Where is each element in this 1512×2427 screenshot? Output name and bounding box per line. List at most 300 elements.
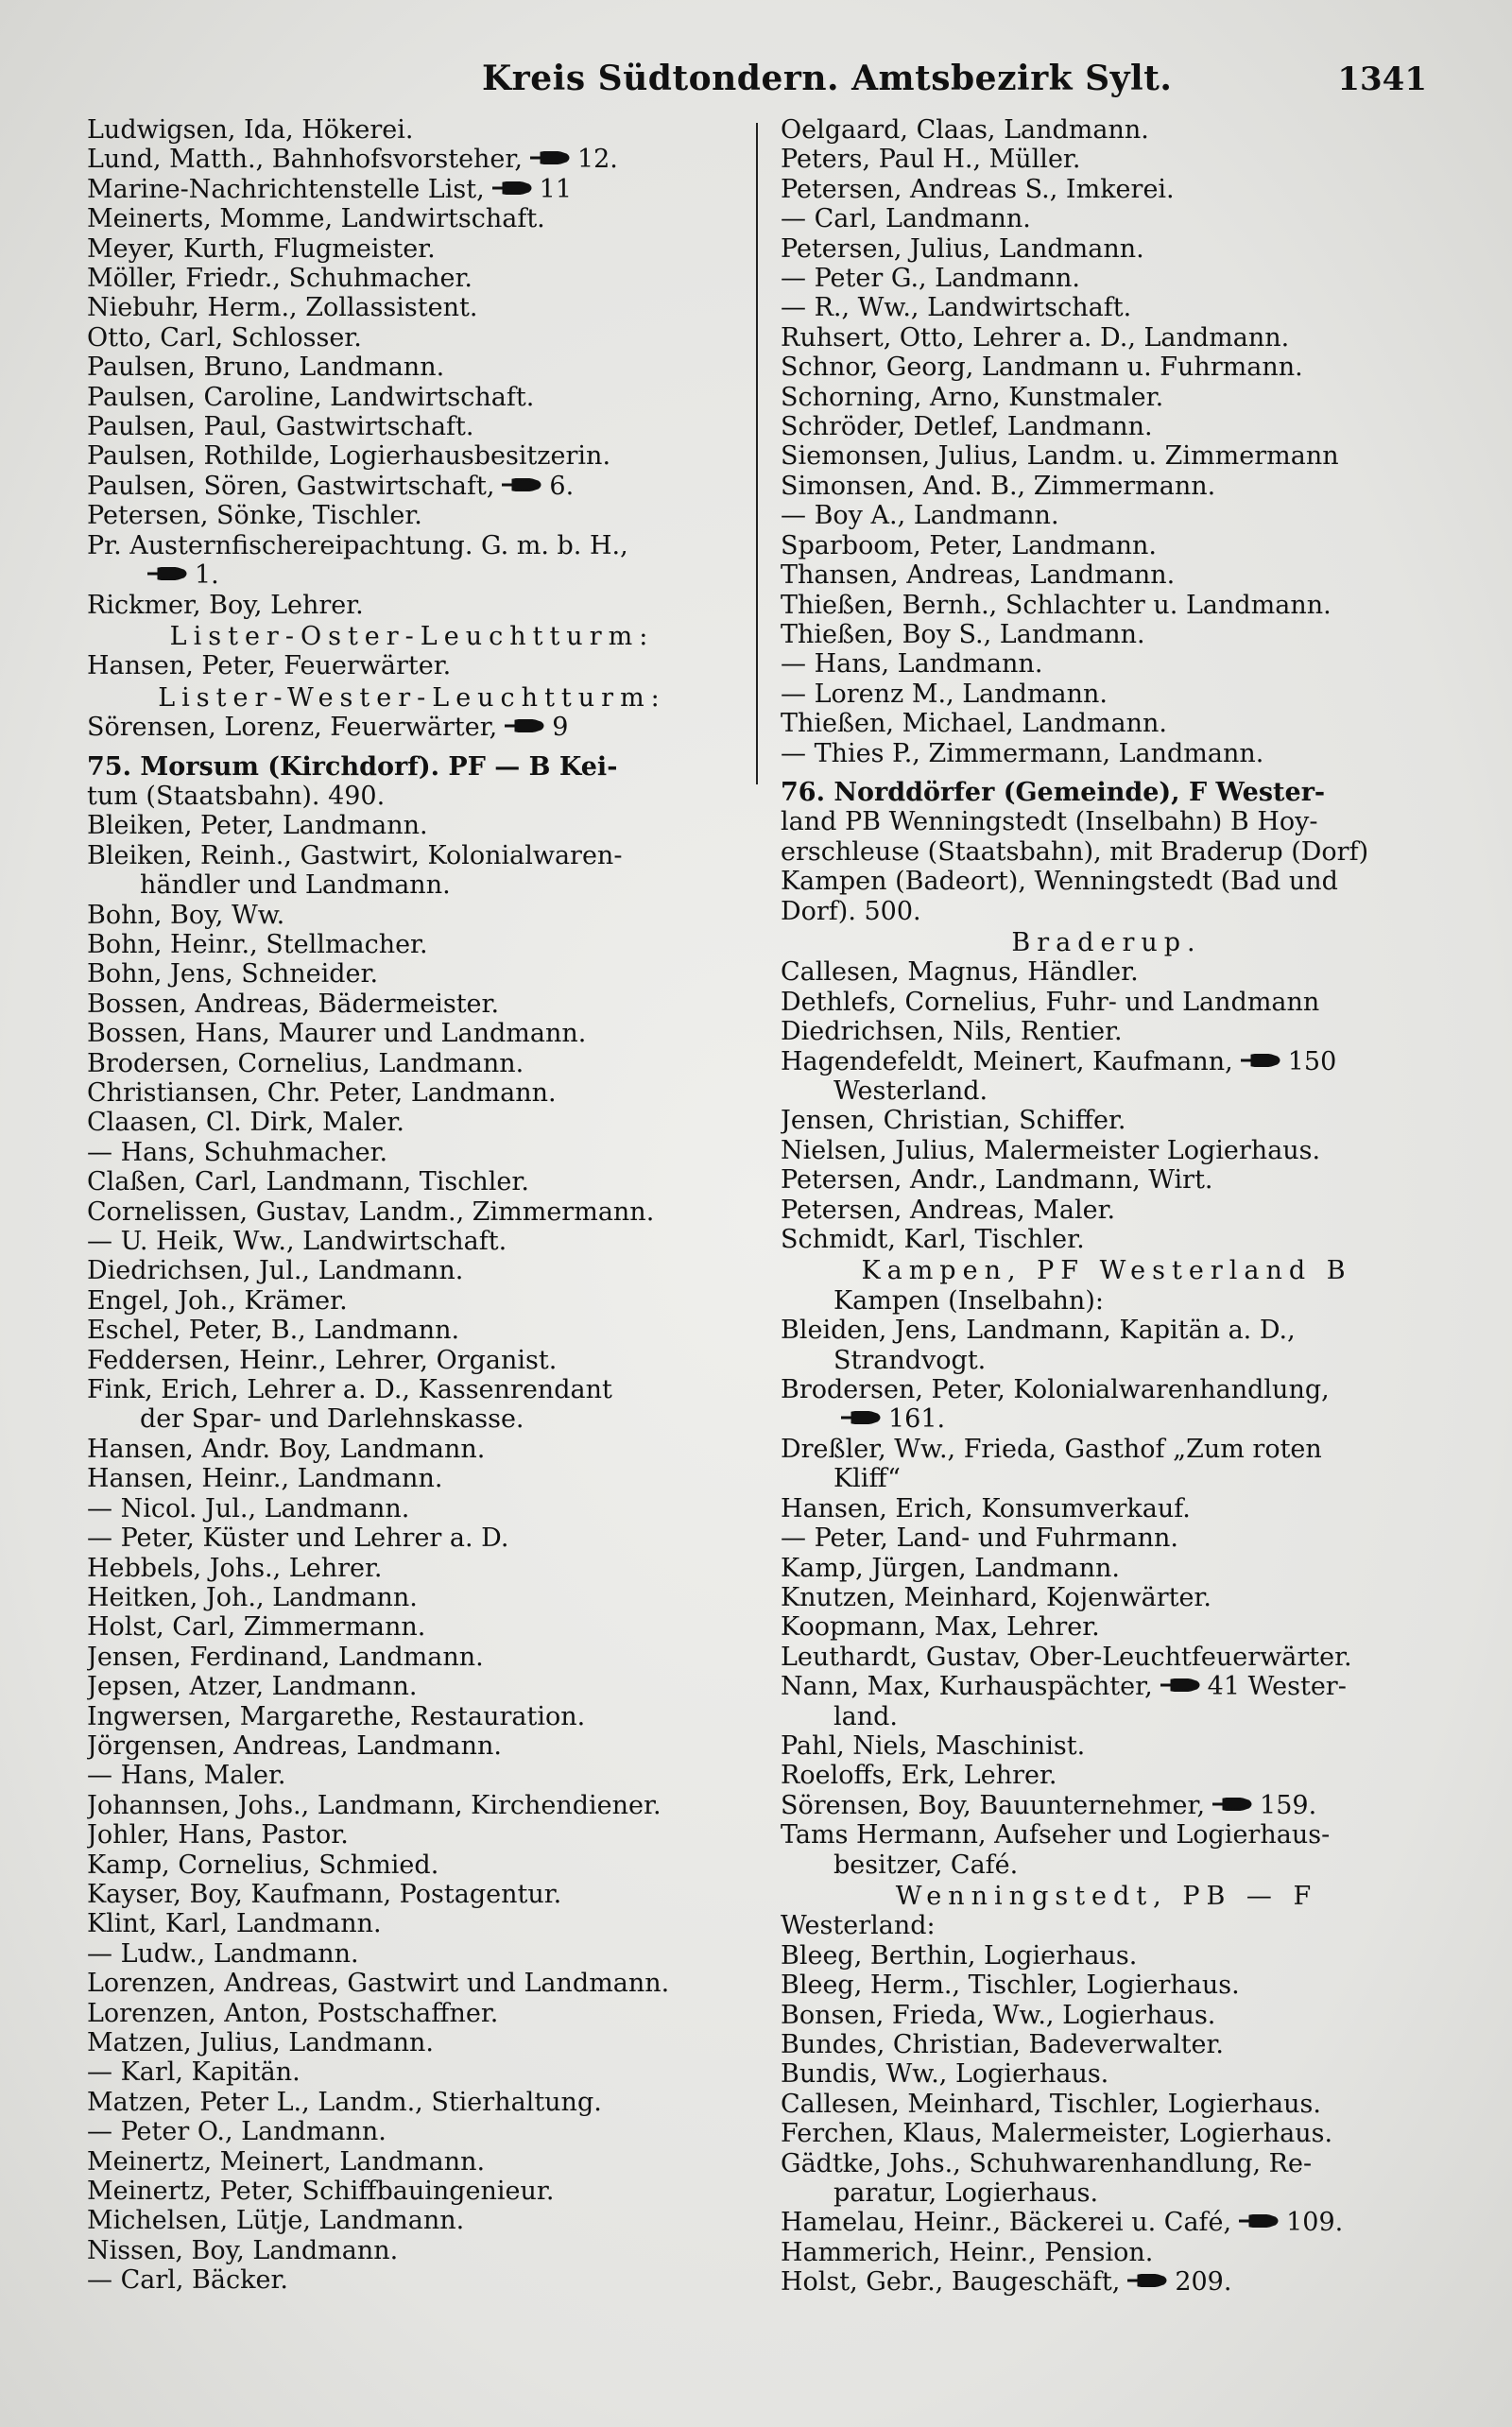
- directory-line: [781, 2090, 1433, 2119]
- directory-line: [87, 1167, 737, 1196]
- directory-line: [781, 1494, 1433, 1523]
- line-text: Lorenzen, Andreas, Gastwirt und Landmann.: [87, 1969, 670, 1999]
- section-heading: [87, 622, 737, 651]
- line-text: Kamp, Jürgen, Landmann.: [781, 1553, 1121, 1583]
- line-text: Bleeg, Berthin, Logierhaus.: [781, 1940, 1138, 1971]
- line-text: Kayser, Boy, Kaufmann, Postagentur.: [87, 1879, 562, 1909]
- line-text: Nielsen, Julius, Malermeister Logierhaus.: [781, 1135, 1321, 1165]
- line-text: Meinertz, Meinert, Landmann.: [87, 2146, 486, 2177]
- line-text: — Peter O., Landmann.: [87, 2117, 387, 2147]
- directory-line: [87, 2147, 737, 2177]
- directory-line: [87, 1939, 737, 1969]
- line-text: Hebbels, Johs., Lehrer.: [87, 1553, 383, 1583]
- line-text: tum (Staatsbahn). 490.: [87, 781, 386, 811]
- directory-line: [781, 1375, 1433, 1404]
- directory-line: [781, 1106, 1433, 1135]
- line-text: Thansen, Andreas, Landmann.: [781, 560, 1176, 591]
- directory-line: [87, 1909, 737, 1938]
- line-text: paratur, Logierhaus.: [833, 2178, 1099, 2209]
- line-text: Callesen, Magnus, Händler.: [781, 957, 1139, 988]
- line-text: — R., Ww., Landwirtschaft.: [781, 293, 1132, 323]
- line-text: — Hans, Landmann.: [781, 649, 1043, 680]
- directory-line: [87, 412, 737, 441]
- line-text: Jepsen, Atzer, Landmann.: [87, 1672, 418, 1702]
- directory-line: [781, 2208, 1433, 2237]
- directory-line: [87, 2206, 737, 2235]
- directory-line: [87, 901, 737, 930]
- line-text: Heitken, Joh., Landmann.: [87, 1582, 418, 1612]
- line-text: Lorenzen, Anton, Postschaffner.: [87, 1998, 499, 2028]
- directory-line: [781, 1464, 1433, 1493]
- line-text: Bundis, Ww., Logierhaus.: [781, 2059, 1109, 2090]
- directory-line: [87, 441, 737, 471]
- line-text: Feddersen, Heinr., Lehrer, Organist.: [87, 1345, 558, 1375]
- line-text: — Boy A., Landmann.: [781, 501, 1059, 531]
- line-text: Tams Hermann, Aufseher und Logierhaus-: [781, 1820, 1331, 1850]
- directory-line: [781, 1820, 1433, 1850]
- telephone-icon: [1125, 2274, 1169, 2287]
- locality-entry: [87, 752, 737, 782]
- line-text: Pahl, Niels, Maschinist.: [781, 1730, 1086, 1761]
- directory-line: [87, 870, 737, 900]
- telephone-icon: [490, 181, 534, 195]
- line-text: Kliff“: [833, 1464, 901, 1494]
- directory-line: [87, 1108, 737, 1137]
- line-text: Christiansen, Chr. Peter, Landmann.: [87, 1078, 557, 1108]
- directory-line: [781, 1017, 1433, 1046]
- directory-line: [781, 2238, 1433, 2267]
- line-text: Bohn, Heinr., Stellmacher.: [87, 929, 428, 959]
- line-text: Kampen (Badeort), Wenningstedt (Bad und: [781, 867, 1338, 897]
- directory-line: [781, 145, 1433, 174]
- line-text: Bundes, Christian, Badeverwalter.: [781, 2030, 1225, 2059]
- line-text: Brodersen, Peter, Kolonialwarenhandlung,: [781, 1375, 1330, 1405]
- line-text: Bleiden, Jens, Landmann, Kapitän a. D.,: [781, 1316, 1296, 1346]
- directory-line: [781, 1225, 1433, 1254]
- directory-line: [781, 383, 1433, 412]
- directory-line: [781, 1791, 1433, 1820]
- line-text: Eschel, Peter, B., Landmann.: [87, 1316, 460, 1346]
- directory-line: [781, 867, 1433, 896]
- phone-number: 9: [552, 713, 569, 743]
- line-text: Petersen, Julius, Landmann.: [781, 233, 1144, 264]
- line-text: Jensen, Christian, Schiffer.: [781, 1106, 1126, 1136]
- line-text: Meinertz, Peter, Schiffbauingenieur.: [87, 2177, 555, 2207]
- line-text: Rickmer, Boy, Lehrer.: [87, 590, 364, 620]
- line-text: Klint, Karl, Landmann.: [87, 1909, 382, 1939]
- line-text: Bonsen, Frieda, Ww., Logierhaus.: [781, 2000, 1216, 2030]
- directory-line: [87, 1969, 737, 1998]
- directory-line: [87, 2236, 737, 2265]
- directory-line: [87, 1731, 737, 1761]
- section-heading: [781, 1882, 1433, 1911]
- directory-line: [781, 115, 1433, 145]
- line-text: Diedrichsen, Nils, Rentier.: [781, 1017, 1123, 1047]
- line-text: Hansen, Andr. Boy, Landmann.: [87, 1434, 486, 1464]
- directory-line: [781, 323, 1433, 353]
- telephone-icon: [528, 151, 572, 164]
- directory-line: [781, 807, 1433, 836]
- line-text: Pr. Austernfischereipachtung. G. m. b. H.,: [87, 530, 628, 560]
- line-text: Bossen, Hans, Maurer und Landmann.: [87, 1019, 587, 1049]
- line-text: land.: [833, 1701, 898, 1731]
- directory-line: [87, 531, 737, 560]
- directory-line: [781, 1286, 1433, 1316]
- line-text: Fink, Erich, Lehrer a. D., Kassenrendant: [87, 1375, 612, 1405]
- telephone-icon: [146, 567, 189, 580]
- line-text: Bohn, Boy, Ww.: [87, 900, 285, 930]
- line-text: Paulsen, Paul, Gastwirtschaft.: [87, 412, 474, 442]
- directory-line: [781, 1612, 1433, 1642]
- line-text: — Peter, Küster und Lehrer a. D.: [87, 1523, 509, 1554]
- directory-line: [781, 353, 1433, 382]
- directory-line: [781, 837, 1433, 867]
- directory-line: [87, 2057, 737, 2087]
- line-text: — Peter, Land- und Fuhrmann.: [781, 1523, 1178, 1554]
- column-divider: [756, 123, 758, 784]
- directory-line: [781, 591, 1433, 620]
- line-text: Claasen, Cl. Dirk, Maler.: [87, 1108, 404, 1138]
- directory-line: [781, 1643, 1433, 1672]
- line-text: Kampen (Inselbahn):: [833, 1285, 1104, 1316]
- directory-line: [781, 1941, 1433, 1971]
- directory-line: [87, 1494, 737, 1523]
- line-text: Bohn, Jens, Schneider.: [87, 959, 379, 990]
- line-text: Brodersen, Cornelius, Landmann.: [87, 1048, 524, 1078]
- line-text: Diedrichsen, Jul., Landmann.: [87, 1256, 464, 1286]
- left-column: [87, 115, 737, 2296]
- directory-line: [87, 560, 737, 590]
- directory-line: [87, 1791, 737, 1820]
- line-text: Bleiken, Peter, Landmann.: [87, 811, 428, 841]
- line-text: Jörgensen, Andreas, Landmann.: [87, 1730, 502, 1761]
- directory-line: [87, 841, 737, 870]
- directory-line: [781, 1316, 1433, 1345]
- page-header: [0, 59, 1512, 106]
- directory-line: [87, 782, 737, 811]
- line-text: der Spar- und Darlehnskasse.: [140, 1404, 524, 1435]
- line-text: Leuthardt, Gustav, Ober-Leuchtfeuerwärter.: [781, 1642, 1352, 1672]
- directory-line: [781, 620, 1433, 649]
- section-heading: [781, 1256, 1433, 1285]
- line-text: Claßen, Carl, Landmann, Tischler.: [87, 1167, 529, 1197]
- phone-number: 12.: [576, 145, 618, 175]
- directory-line: [781, 204, 1433, 233]
- directory-line: [781, 1523, 1433, 1553]
- directory-line: [781, 649, 1433, 679]
- line-text: — U. Heik, Ww., Landwirtschaft.: [87, 1227, 507, 1257]
- directory-line: [87, 1523, 737, 1553]
- directory-line: [87, 1643, 737, 1672]
- directory-line: [87, 1820, 737, 1850]
- line-text: — Ludw., Landmann.: [87, 1938, 359, 1969]
- phone-number: 109.: [1286, 2208, 1344, 2238]
- line-text: Petersen, Andreas, Maler.: [781, 1195, 1116, 1225]
- line-text: Meyer, Kurth, Flugmeister.: [87, 233, 436, 264]
- phone-number: 159.: [1260, 1790, 1317, 1820]
- line-text: Peters, Paul H., Müller.: [781, 145, 1081, 175]
- directory-line: [87, 145, 737, 174]
- line-text: Jensen, Ferdinand, Landmann.: [87, 1642, 484, 1672]
- line-text: Sparboom, Peter, Landmann.: [781, 530, 1157, 560]
- directory-line: [87, 713, 737, 742]
- telephone-icon: [500, 478, 543, 491]
- directory-line: [781, 709, 1433, 738]
- directory-line: [87, 472, 737, 501]
- directory-line: [87, 204, 737, 233]
- telephone-icon: [1239, 1054, 1282, 1067]
- line-text: Hansen, Heinr., Landmann.: [87, 1464, 443, 1494]
- line-text: erschleuse (Staatsbahn), mit Braderup (Dorf): [781, 836, 1369, 867]
- line-text: Braderup.: [1011, 927, 1202, 957]
- directory-line: [781, 1136, 1433, 1165]
- directory-line: [781, 501, 1433, 530]
- directory-line: [781, 293, 1433, 322]
- line-text: Ruhsert, Otto, Lehrer a. D., Landmann.: [781, 322, 1290, 353]
- line-text: Schorning, Arno, Kunstmaler.: [781, 382, 1164, 412]
- line-text: Ludwigsen, Ida, Hökerei.: [87, 115, 414, 145]
- line-text: — Peter G., Landmann.: [781, 264, 1080, 294]
- line-text: Westerland:: [781, 1911, 936, 1941]
- line-text: Thießen, Boy S., Landmann.: [781, 619, 1145, 649]
- right-column: [781, 115, 1433, 2298]
- page-number: 1341: [1337, 60, 1427, 98]
- directory-line: [781, 1047, 1433, 1076]
- line-text: Lund, Matth., Bahnhofsvorsteher,: [87, 145, 523, 175]
- directory-line: [781, 680, 1433, 709]
- line-text: Wenningstedt, PB — F: [895, 1881, 1318, 1911]
- locality-entry: [781, 778, 1433, 807]
- line-text: — Nicol. Jul., Landmann.: [87, 1493, 410, 1523]
- line-text: — Karl, Kapitän.: [87, 2057, 301, 2088]
- line-text: Kamp, Cornelius, Schmied.: [87, 1850, 439, 1880]
- line-text: Thießen, Michael, Landmann.: [781, 709, 1168, 739]
- line-text: — Carl, Landmann.: [781, 204, 1031, 234]
- directory-line: [87, 264, 737, 293]
- running-title: Kreis Südtondern. Amtsbezirk Sylt.: [482, 59, 1173, 98]
- line-text: Thießen, Bernh., Schlachter u. Landmann.: [781, 590, 1332, 620]
- directory-line: [87, 1078, 737, 1108]
- directory-line: [781, 1761, 1433, 1790]
- line-text: Knutzen, Meinhard, Kojenwärter.: [781, 1582, 1211, 1612]
- directory-line: [781, 234, 1433, 264]
- directory-line: [87, 1256, 737, 1285]
- directory-line: [87, 591, 737, 620]
- line-text: Matzen, Peter L., Landm., Stierhaltung.: [87, 2087, 602, 2117]
- directory-line: [781, 2119, 1433, 2148]
- directory-line: [781, 1165, 1433, 1195]
- directory-line: [87, 2028, 737, 2057]
- directory-line: [87, 1316, 737, 1345]
- directory-line: [781, 2001, 1433, 2030]
- directory-line: [87, 959, 737, 989]
- directory-line: [781, 175, 1433, 204]
- line-text: Schröder, Detlef, Landmann.: [781, 412, 1153, 442]
- directory-line: [87, 293, 737, 322]
- directory-line: [781, 1702, 1433, 1731]
- directory-line: [781, 1971, 1433, 2000]
- line-text: Lister-Oster-Leuchtturm:: [169, 621, 655, 651]
- directory-line: [87, 1049, 737, 1078]
- line-text: Paulsen, Caroline, Landwirtschaft.: [87, 382, 535, 412]
- line-text: Bleiken, Reinh., Gastwirt, Kolonialwaren-: [87, 840, 623, 870]
- directory-line: [87, 175, 737, 204]
- directory-line: [87, 1019, 737, 1048]
- directory-line: [87, 1999, 737, 2028]
- phone-number: 6.: [549, 471, 575, 501]
- line-text: Schmidt, Karl, Tischler.: [781, 1225, 1085, 1255]
- directory-line: [781, 1554, 1433, 1583]
- line-text: Niebuhr, Herm., Zollassistent.: [87, 293, 478, 323]
- directory-line: [87, 990, 737, 1019]
- line-text: Siemonsen, Julius, Landm. u. Zimmermann: [781, 441, 1339, 472]
- phone-number: 209.: [1175, 2267, 1232, 2298]
- line-text: — Hans, Schuhmacher.: [87, 1137, 388, 1167]
- line-text: Dethlefs, Cornelius, Fuhr- und Landmann: [781, 987, 1320, 1017]
- directory-line: [781, 2178, 1433, 2208]
- line-text: Matzen, Julius, Landmann.: [87, 2028, 435, 2057]
- line-text: Bleeg, Herm., Tischler, Logierhaus.: [781, 1971, 1240, 2001]
- directory-line: [87, 1702, 737, 1731]
- directory-line: [87, 115, 737, 145]
- directory-line: [87, 1435, 737, 1464]
- directory-line: [87, 1286, 737, 1316]
- directory-line: [87, 1375, 737, 1404]
- directory-line: [87, 930, 737, 959]
- directory-line: [87, 2265, 737, 2295]
- line-text: Oelgaard, Claas, Landmann.: [781, 115, 1149, 145]
- line-text: Ingwersen, Margarethe, Restauration.: [87, 1701, 586, 1731]
- line-text: Bossen, Andreas, Bädermeister.: [87, 989, 500, 1019]
- line-text: — Thies P., Zimmermann, Landmann.: [781, 738, 1264, 768]
- directory-line: [781, 2149, 1433, 2178]
- line-text: Engel, Joh., Krämer.: [87, 1285, 348, 1316]
- line-text: Hagendefeldt, Meinert, Kaufmann,: [781, 1046, 1233, 1076]
- directory-line: [87, 1583, 737, 1612]
- directory-line: [781, 1672, 1433, 1701]
- directory-line: [781, 1731, 1433, 1761]
- line-text: Sörensen, Boy, Bauunternehmer,: [781, 1790, 1206, 1820]
- line-text: Simonsen, And. B., Zimmermann.: [781, 471, 1216, 501]
- directory-line: [87, 1554, 737, 1583]
- phone-number: 150: [1287, 1046, 1337, 1076]
- line-text: Schnor, Georg, Landmann u. Fuhrmann.: [781, 353, 1303, 383]
- directory-line: [87, 811, 737, 840]
- directory-line: [87, 1464, 737, 1493]
- directory-line: [87, 1138, 737, 1167]
- directory-line: [87, 2177, 737, 2206]
- line-text: Lister-Wester-Leuchtturm:: [158, 682, 666, 713]
- line-text: Otto, Carl, Schlosser.: [87, 322, 362, 353]
- directory-line: [781, 1196, 1433, 1225]
- line-text: 76. Norddörfer (Gemeinde), F Wester-: [781, 777, 1326, 807]
- line-text: Johler, Hans, Pastor.: [87, 1820, 349, 1850]
- directory-line: [781, 2030, 1433, 2059]
- line-text: land PB Wenningstedt (Inselbahn) B Hoy-: [781, 807, 1318, 837]
- line-text: — Carl, Bäcker.: [87, 2265, 288, 2296]
- phone-number: 11: [539, 174, 573, 204]
- line-text: besitzer, Café.: [833, 1850, 1019, 1880]
- line-text: Ferchen, Klaus, Malermeister, Logierhaus.: [781, 2119, 1333, 2149]
- directory-line: [781, 1583, 1433, 1612]
- line-text: Petersen, Andreas S., Imkerei.: [781, 174, 1175, 204]
- line-text: Cornelissen, Gustav, Landm., Zimmermann.: [87, 1196, 655, 1227]
- line-text: Nissen, Boy, Landmann.: [87, 2235, 399, 2265]
- directory-line: [87, 1672, 737, 1701]
- directory-line: [87, 501, 737, 530]
- telephone-icon: [1237, 2214, 1280, 2228]
- directory-line: [781, 1911, 1433, 1940]
- directory-line: [781, 560, 1433, 590]
- line-text: Hammerich, Heinr., Pension.: [781, 2237, 1154, 2267]
- line-text: Johannsen, Johs., Landmann, Kirchendiener.: [87, 1790, 662, 1820]
- directory-line: [781, 472, 1433, 501]
- line-text: Roeloffs, Erk, Lehrer.: [781, 1761, 1057, 1791]
- line-text: Hansen, Erich, Konsumverkauf.: [781, 1493, 1191, 1523]
- directory-line: [781, 412, 1433, 441]
- line-text: Nann, Max, Kurhauspächter,: [781, 1672, 1153, 1702]
- line-text: Dreßler, Ww., Frieda, Gasthof „Zum roten: [781, 1434, 1322, 1464]
- line-text: Marine-Nachrichtenstelle List,: [87, 174, 485, 204]
- directory-line: [781, 957, 1433, 987]
- line-text: Callesen, Meinhard, Tischler, Logierhaus.: [781, 2089, 1321, 2119]
- line-text: Paulsen, Sören, Gastwirtschaft,: [87, 471, 495, 501]
- directory-line: [781, 2059, 1433, 2089]
- directory-line: [87, 1612, 737, 1642]
- directory-line: [87, 1404, 737, 1434]
- line-text: — Hans, Maler.: [87, 1761, 286, 1791]
- telephone-icon: [503, 719, 546, 732]
- section-heading: [87, 683, 737, 713]
- line-text: Holst, Carl, Zimmermann.: [87, 1612, 426, 1643]
- telephone-icon: [1159, 1678, 1202, 1692]
- directory-line: [781, 531, 1433, 560]
- directory-line: [87, 2117, 737, 2146]
- directory-line: [87, 1880, 737, 1909]
- directory-line: [781, 1076, 1433, 1106]
- line-text: Strandvogt.: [833, 1345, 987, 1375]
- directory-line: [87, 323, 737, 353]
- line-text: 75. Morsum (Kirchdorf). PF — B Kei-: [87, 751, 618, 782]
- directory-line: [87, 1850, 737, 1880]
- directory-line: [781, 988, 1433, 1017]
- line-text: Möller, Friedr., Schuhmacher.: [87, 264, 472, 294]
- line-text: Petersen, Sönke, Tischler.: [87, 501, 422, 531]
- telephone-icon: [839, 1411, 883, 1424]
- directory-line: [87, 1227, 737, 1256]
- line-text: — Lorenz M., Landmann.: [781, 679, 1108, 709]
- line-text: Holst, Gebr., Baugeschäft,: [781, 2267, 1121, 2298]
- line-text: Kampen, PF Westerland B: [861, 1256, 1352, 1286]
- phone-number: 161.: [888, 1404, 946, 1435]
- line-text: Koopmann, Max, Lehrer.: [781, 1612, 1100, 1643]
- directory-line: [87, 1346, 737, 1375]
- directory-line: [781, 1404, 1433, 1434]
- directory-line: [87, 383, 737, 412]
- telephone-icon: [1211, 1798, 1254, 1811]
- directory-line: [781, 1435, 1433, 1464]
- section-heading: [781, 928, 1433, 957]
- line-text: Westerland.: [833, 1076, 988, 1106]
- line-text: Sörensen, Lorenz, Feuerwärter,: [87, 713, 498, 743]
- directory-line: [781, 897, 1433, 926]
- line-text: Gädtke, Johs., Schuhwarenhandlung, Re-: [781, 2148, 1313, 2178]
- line-text: händler und Landmann.: [140, 870, 451, 901]
- line-text: Dorf). 500.: [781, 896, 921, 926]
- directory-line: [781, 739, 1433, 768]
- line-text: Paulsen, Rothilde, Logierhausbesitzerin.: [87, 441, 611, 472]
- directory-line: [87, 1761, 737, 1790]
